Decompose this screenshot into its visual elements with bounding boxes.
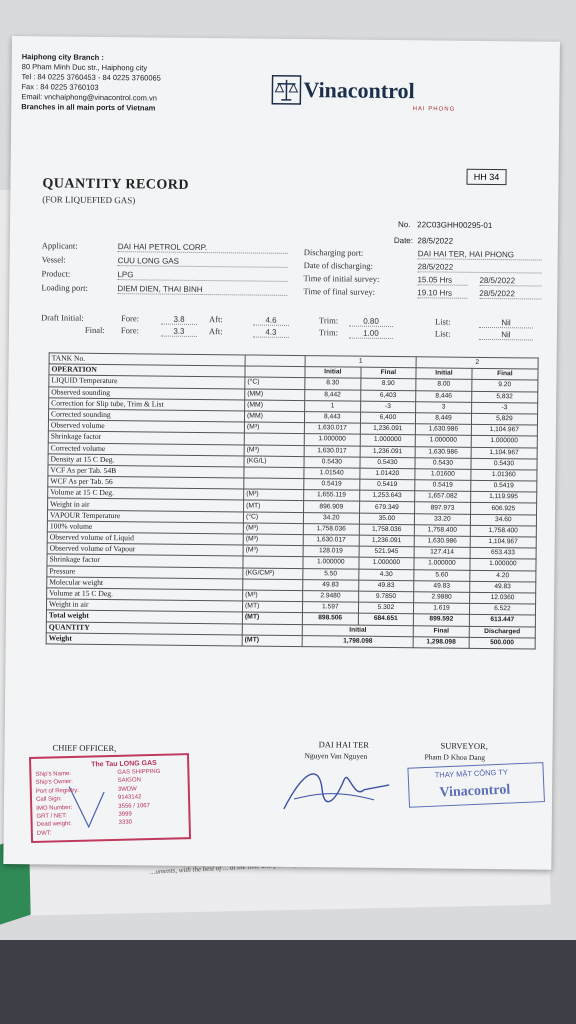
row-value: -3: [360, 401, 416, 413]
branch-ports: Branches in all main ports of Vietnam: [21, 102, 156, 113]
ship-stamp-title: The Tau LONG GAS: [91, 759, 157, 769]
final-trim: 1.00: [349, 329, 393, 339]
branch-tel: Tel : 84 0225 3760453 - 84 0225 3760065: [21, 72, 161, 83]
row-unit: (M³): [244, 422, 304, 434]
row-value: 49.83: [414, 580, 470, 592]
row-value: 1.000000: [470, 559, 536, 571]
ship-stamp-values: [117, 768, 161, 828]
initial-survey-time: 15.05 Hrs: [417, 275, 467, 286]
draft-initial-fore: 3.8: [161, 315, 197, 325]
row-value: 8.30: [305, 378, 361, 390]
row-value: 1.000000: [303, 557, 359, 569]
initial-survey-label: Time of initial survey:: [303, 273, 380, 284]
row-value: 653.433: [470, 548, 536, 560]
row-value: 4.20: [470, 570, 536, 582]
document-subtitle: (FOR LIQUEFIED GAS): [42, 194, 136, 206]
row-value: 4.30: [358, 569, 414, 581]
row-value: 1,630.986: [414, 536, 470, 548]
row-value: 898.506: [302, 613, 358, 625]
row-value: -3: [471, 402, 537, 414]
tank-2-header: 2: [416, 357, 538, 369]
row-value: 5.50: [303, 568, 359, 580]
branch-address: 80 Pham Minh Duc str., Haiphong city: [21, 62, 148, 73]
final-survey-label: Time of final survey:: [303, 286, 376, 297]
row-value: 613.447: [469, 615, 535, 627]
ship-stamp-value: SAIGON: [117, 777, 142, 785]
tank-2-final-header: Final: [472, 369, 538, 381]
tank-1-final-header: Final: [361, 367, 417, 379]
final-survey-date: 28/5/2022: [479, 289, 541, 300]
row-unit: [243, 556, 303, 568]
surveyor-label: SURVEYOR,: [440, 740, 488, 752]
row-value: 5,829: [471, 413, 537, 425]
ship-stamp-value: 3999: [118, 811, 132, 818]
row-value: 1.000000: [359, 558, 415, 570]
row-unit: (°C): [245, 377, 305, 389]
row-label: Weight in air: [46, 599, 242, 612]
quantity-final-value: 1,298.098: [413, 636, 469, 648]
branch-email: Email: vnchaiphong@vinacontrol.com.vn: [21, 92, 158, 103]
record-date-value: 28/5/2022: [417, 236, 454, 246]
row-value: 1,630.017: [304, 423, 360, 435]
product-value: LPG: [117, 270, 287, 282]
row-label: LIQUID Temperature: [49, 375, 245, 388]
record-number: [398, 220, 492, 230]
row-value: 1: [305, 400, 361, 412]
row-label: Correction for Slip tube, Trim & List: [49, 398, 245, 411]
row-value: 1.000000: [304, 434, 360, 446]
row-value: 128.019: [303, 546, 359, 558]
record-number-label: No.: [397, 220, 411, 230]
draft-initial-fore-label: Fore:: [120, 313, 140, 324]
record-number-value: 22C03GHH00295-01: [417, 220, 493, 231]
logo-subtext: HAI PHONG: [412, 106, 456, 113]
document-title: QUANTITY RECORD: [42, 176, 190, 193]
product-label: Product:: [41, 268, 71, 279]
row-unit: (KG/L): [244, 456, 304, 468]
initial-list-label: List:: [434, 316, 451, 327]
row-unit: (MT): [244, 500, 304, 512]
weight-unit: (MT): [242, 635, 302, 647]
row-value: 1,758.036: [359, 524, 415, 536]
row-value: 9.7850: [358, 591, 414, 603]
operation-label: OPERATION: [49, 364, 245, 377]
ship-stamp-line: Ship's Owner:: [35, 779, 73, 787]
row-value: 1,104.967: [470, 536, 536, 548]
terminal-person: Nguyen Van Nguyen: [304, 751, 368, 761]
row-value: 49.83: [469, 581, 535, 593]
draft-final-fore-label: Fore:: [120, 325, 139, 336]
scales-icon: [271, 75, 301, 105]
row-unit: [244, 478, 304, 490]
surveyor-stamp-line: THAY MẶT CÔNG TY: [434, 767, 509, 780]
row-label: Volume at 15 C Deg.: [48, 487, 244, 500]
row-label: Total weight: [46, 610, 242, 623]
ship-stamp-line: Port of Registry:: [35, 787, 79, 795]
row-value: 0.5419: [415, 480, 471, 492]
initial-trim-label: Trim:: [318, 315, 339, 326]
ship-stamp-line: Ship's Name:: [35, 771, 71, 778]
row-label: Observed volume of Vapour: [47, 543, 243, 556]
ship-stamp-value: 3330: [118, 819, 133, 827]
row-unit: (°C): [243, 512, 303, 524]
row-value: 3: [416, 401, 472, 413]
row-value: 1,236.091: [360, 423, 416, 435]
row-value: 1,253.643: [359, 490, 415, 502]
chief-officer-label: CHIEF OFFICER,: [52, 742, 117, 754]
row-value: 33.20: [415, 513, 471, 525]
surveyor-stamp: [407, 762, 545, 808]
row-value: 1,758.400: [414, 525, 470, 537]
row-value: 0.5430: [304, 456, 360, 468]
row-value: 1,655.119: [304, 490, 360, 502]
weight-label: Weight: [46, 633, 242, 646]
row-label: Shrinkage factor: [47, 554, 243, 567]
row-value: 896.909: [304, 501, 360, 513]
draft-initial-label: Draft Initial:: [41, 312, 84, 323]
row-value: 8,443: [304, 412, 360, 424]
ship-stamp-line: Dead weight:: [36, 821, 72, 829]
row-label: Weight in air: [48, 498, 244, 511]
row-value: 1.000000: [471, 436, 537, 448]
row-unit: (M³): [243, 534, 303, 546]
row-unit: (MT): [242, 612, 302, 624]
row-value: 49.83: [358, 580, 414, 592]
row-value: 1.01540: [304, 467, 360, 479]
document-code-badge: HH 34: [466, 169, 506, 185]
row-value: 9.20: [472, 380, 538, 392]
row-value: 1,630.986: [415, 446, 471, 458]
row-unit: (MM): [245, 389, 305, 401]
row-unit: (MM): [245, 400, 305, 412]
draft-final-fore: 3.3: [161, 327, 197, 337]
row-value: 1,236.091: [359, 535, 415, 547]
discharging-port-label: Discharging port:: [303, 247, 364, 258]
quantity-label: QUANTITY: [46, 621, 242, 634]
loading-port-value: DIEM DIEN, THAI BINH: [117, 284, 287, 296]
row-value: 0.5419: [359, 479, 415, 491]
row-value: 1.619: [414, 603, 470, 615]
row-value: 2.9880: [414, 592, 470, 604]
row-unit: (M³): [244, 489, 304, 501]
row-unit: (MM): [244, 411, 304, 423]
row-label: Shrinkage factor: [48, 431, 244, 444]
row-value: 1,630.017: [303, 535, 359, 547]
row-value: 1.000000: [415, 435, 471, 447]
quantity-initial-value: 1,798.098: [302, 635, 413, 647]
final-list: Nil: [479, 330, 533, 341]
row-value: 2.9480: [303, 591, 359, 603]
row-value: 6,400: [360, 412, 416, 424]
applicant-label: Applicant:: [41, 240, 78, 251]
loading-port-label: Loading port:: [41, 282, 88, 293]
row-value: 8.00: [416, 379, 472, 391]
quantity-record-sheet: [3, 36, 560, 870]
surveyor-stamp-logo: Vinacontrol: [439, 782, 511, 801]
final-list-label: List:: [434, 328, 451, 339]
ship-stamp-line: GRT / NET:: [36, 813, 67, 820]
row-value: 0.5430: [415, 457, 471, 469]
draft-initial-aft: 4.6: [253, 316, 289, 326]
surveyor-person: Pham D Khoa Dang: [424, 752, 486, 762]
draft-final-label: Final:: [84, 324, 105, 335]
vinacontrol-logo: [271, 75, 461, 117]
row-value: 1,104.967: [471, 424, 537, 436]
quantity-table: [46, 352, 539, 649]
row-label: Observed volume of Liquid: [47, 532, 243, 545]
row-value: 0.5419: [470, 480, 536, 492]
ship-stamp-value: 9143142: [117, 794, 142, 802]
handwritten-signature: [274, 759, 395, 820]
row-value: 1,758.400: [470, 525, 536, 537]
row-value: 34.20: [303, 512, 359, 524]
row-value: 5.302: [358, 602, 414, 614]
draft-initial-aft-label: Aft:: [208, 314, 223, 325]
row-unit: (KG/CM²): [243, 568, 303, 580]
row-unit: (MT): [242, 601, 302, 613]
tank-2-initial-header: Initial: [416, 368, 472, 380]
initial-list: Nil: [479, 318, 533, 329]
row-value: 0.5430: [471, 458, 537, 470]
record-date-label: Date:: [393, 236, 414, 246]
branch-name: Haiphong city Branch :: [21, 52, 104, 62]
row-value: 6.522: [469, 603, 535, 615]
initial-survey-date: 28/5/2022: [479, 276, 541, 287]
row-value: 1,236.091: [360, 446, 416, 458]
row-label: 100% volume: [47, 521, 243, 534]
row-value: 0.5430: [360, 457, 416, 469]
ship-stamp-line: Call Sign:: [35, 796, 62, 804]
date-of-discharging-label: Date of discharging:: [303, 260, 373, 271]
final-survey-time: 19.10 Hrs: [417, 288, 467, 299]
row-label: VCF As per Tab. 54B: [48, 465, 244, 478]
ship-stamp-value: 3556 / 1067: [118, 802, 151, 810]
row-value: 127.414: [414, 547, 470, 559]
tank-1-initial-header: Initial: [305, 367, 361, 379]
row-label: Molecular weight: [47, 577, 243, 590]
ship-stamp-line: DWT:: [36, 830, 52, 837]
branch-fax: Fax : 84 0225 3760103: [21, 82, 99, 92]
final-trim-label: Trim:: [318, 327, 339, 338]
row-value: 899.592: [414, 614, 470, 626]
row-value: 1.000000: [414, 558, 470, 570]
ship-stamp-labels: [35, 770, 80, 838]
row-unit: (M³): [244, 444, 304, 456]
ship-stamp-value: GAS SHIPPING: [117, 768, 161, 776]
row-value: 897.973: [415, 502, 471, 514]
row-value: 0.5419: [304, 479, 360, 491]
row-value: 34.60: [470, 514, 536, 526]
row-value: 1.01600: [415, 469, 471, 481]
row-label: Observed volume: [48, 420, 244, 433]
row-label: Volume at 15 C Deg.: [47, 588, 243, 601]
row-value: 1,119.995: [470, 492, 536, 504]
row-unit: [244, 467, 304, 479]
discharging-port-value: DAI HAI TER, HAI PHONG: [418, 249, 542, 260]
vessel-label: Vessel:: [41, 254, 66, 265]
row-value: 1,104.967: [471, 447, 537, 459]
row-label: Observed sounding: [49, 386, 245, 399]
row-value: 521.945: [359, 546, 415, 558]
row-value: 5,832: [471, 391, 537, 403]
row-label: WCF As per Tab. 56: [48, 476, 244, 489]
row-unit: [243, 579, 303, 591]
row-label: VAPOUR Temperature: [47, 510, 243, 523]
row-value: 8.90: [360, 379, 416, 391]
row-unit: [244, 433, 304, 445]
row-value: 1,657.082: [415, 491, 471, 503]
branch-header: [21, 52, 272, 115]
row-label: Density at 15 C Deg.: [48, 454, 244, 467]
row-unit: (M³): [243, 590, 303, 602]
row-unit: (M³): [243, 523, 303, 535]
ship-stamp-line: IMO Number:: [36, 804, 73, 812]
row-unit: (M³): [243, 545, 303, 557]
row-value: 1.000000: [360, 434, 416, 446]
terminal-label: DAI HAI TER: [318, 739, 370, 750]
row-label: Pressure: [47, 565, 243, 578]
row-label: Corrected sounding: [48, 409, 244, 422]
quantity-initial-header: Initial: [302, 624, 413, 636]
quantity-discharged-header: Discharged: [469, 626, 535, 638]
row-value: 1.01420: [359, 468, 415, 480]
row-value: 6,403: [360, 390, 416, 402]
row-value: 606.925: [470, 503, 536, 515]
row-value: 684.651: [358, 613, 414, 625]
date-of-discharging-value: 28/5/2022: [418, 262, 542, 273]
logo-text: Vinacontrol: [303, 77, 415, 104]
row-value: 1,630.017: [304, 445, 360, 457]
ship-stamp: [29, 753, 191, 843]
row-value: 12.0360: [469, 592, 535, 604]
draft-final-aft: 4.3: [253, 328, 289, 338]
row-value: 1.01360: [471, 469, 537, 481]
row-value: 1.597: [302, 602, 358, 614]
row-value: 49.83: [303, 579, 359, 591]
row-label: Corrected volume: [48, 442, 244, 455]
quantity-final-header: Final: [413, 625, 469, 637]
row-value: 679.349: [359, 502, 415, 514]
row-value: 1,630.986: [415, 424, 471, 436]
record-date: [394, 236, 453, 246]
row-value: 8,449: [416, 413, 472, 425]
row-value: 1,758.036: [303, 523, 359, 535]
tank-1-header: 1: [305, 356, 416, 368]
draft-final-aft-label: Aft:: [208, 326, 223, 337]
row-value: 8,442: [305, 389, 361, 401]
ship-stamp-value: 3WDW: [117, 786, 137, 793]
vessel-value: CUU LONG GAS: [118, 256, 288, 268]
quantity-discharged-value: 500.000: [469, 637, 535, 649]
initial-trim: 0.80: [349, 317, 393, 327]
applicant-value: DAI HAI PETROL CORP.: [118, 242, 288, 254]
tank-no-label: TANK No.: [49, 353, 245, 366]
row-value: 35.00: [359, 513, 415, 525]
row-value: 5.60: [414, 569, 470, 581]
row-value: 8,446: [416, 390, 472, 402]
